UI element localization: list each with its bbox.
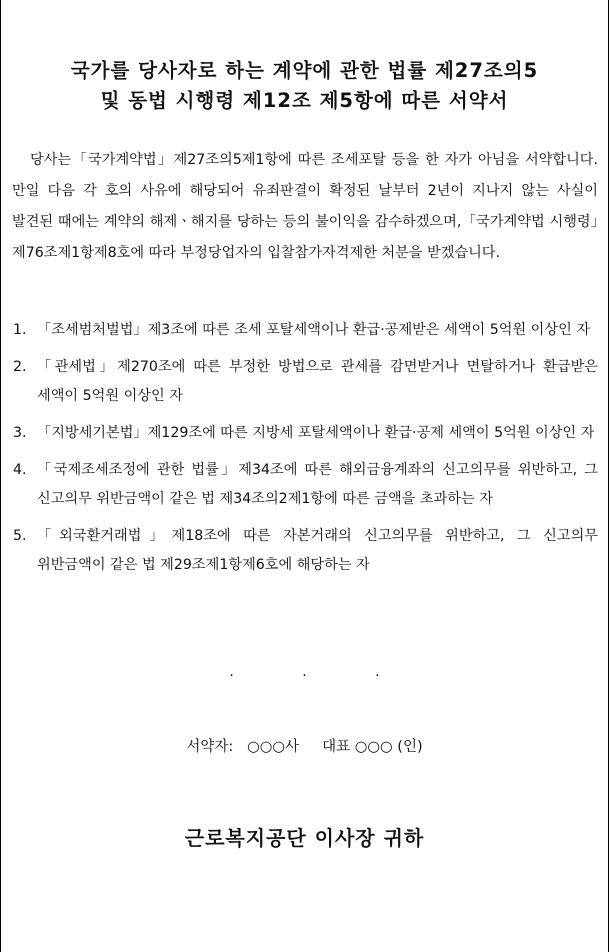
item-text: 「관세법」제270조에 따른 부정한 방법으로 관세를 감면받거나 면탈하거나 환급받은 세액이 5억원 이상인 자 [37, 359, 598, 404]
list-item [13, 316, 598, 345]
condition-list [13, 316, 598, 588]
list-item [13, 456, 598, 514]
item-text: 「국제조세조정에 관한 법률」제34조에 따른 해외금융계좌의 신고의무를 위반하고, 그 신고의무 위반금액이 같은 법 제34조의2제1항에 따른 금액을 초과하는 자 [37, 462, 598, 507]
item-number: 4. [13, 462, 27, 478]
item-number: 1. [13, 322, 27, 338]
item-number: 2. [13, 359, 27, 375]
separator-dots: · · · [229, 668, 412, 684]
item-number: 5. [13, 528, 27, 544]
signer-line: 서약자: ○○○사 대표 ○○○ (인) [186, 739, 423, 755]
intro-paragraph: 당사는「국가계약법」제27조의5제1항에 따른 조세포탈 등을 한 자가 아님을 서약합니다. 만일 다음 각 호의 사유에 해당되어 유죄판결이 확정된 날부터 2년이 지나지 않는 사실이 발견된 때에는 계약의 해제ㆍ해지를 당하는 등의 불이익을 감수하겠으며,「국가계약법 시행령」제76조제1항제8호에 따라 부정당업자의 입찰참가자격제한 처분을 받겠습니다. [12, 152, 598, 261]
item-text: 「조세범처벌법」제3조에 따른 조세 포탈세액이나 환급·공제받은 세액이 5억원 이상인 자 [37, 322, 590, 338]
document-title [1, 56, 608, 116]
list-item [13, 353, 598, 411]
title-line-2: 및 동법 시행령 제12조 제5항에 따른 서약서 [100, 89, 509, 112]
addressee: 근로복지공단 이사장 귀하 [184, 826, 425, 850]
item-text: 「외국환거래법」제18조에 따른 자본거래의 신고의무를 위반하고, 그 신고의무 위반금액이 같은 법 제29조제1항제6호에 해당하는 자 [37, 528, 598, 573]
list-item [13, 419, 598, 448]
title-line-1: 국가를 당사자로 하는 계약에 관한 법률 제27조의5 [70, 59, 539, 82]
item-number: 3. [13, 425, 27, 441]
list-item [13, 522, 598, 580]
item-text: 「지방세기본법」제129조에 따른 지방세 포탈세액이나 환급·공제 세액이 5억원 이상인 자 [37, 425, 595, 441]
